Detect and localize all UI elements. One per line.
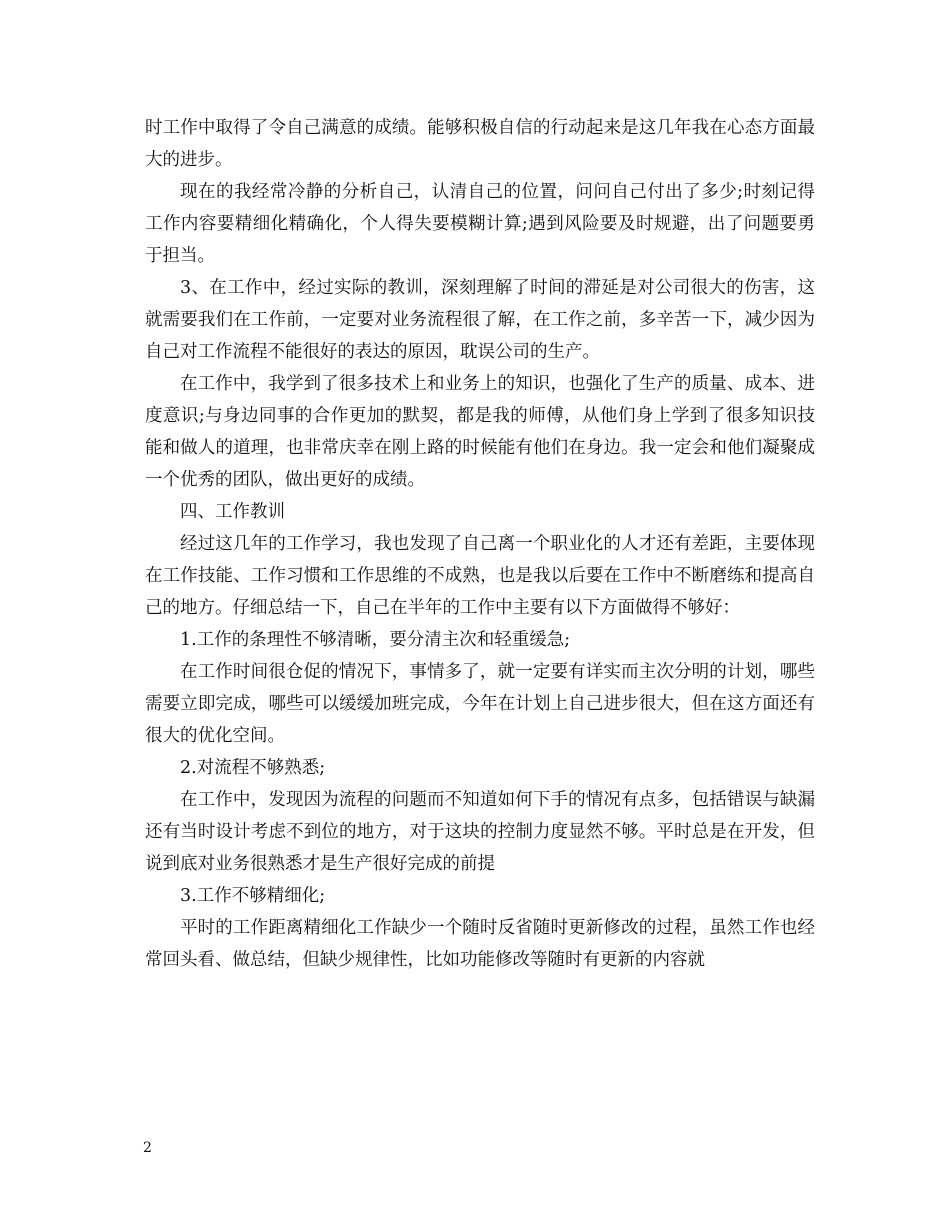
list-item-1: 1.工作的条理性不够清晰，要分清主次和轻重缓急;	[180, 630, 571, 650]
paragraph-8: 在工作时间很仓促的情况下，事情多了，就一定要有详实而主次分明的计划，哪些需要立即完成，哪些可以缓缓加班完成，今年在计划上自己进步很大，但在这方面还有很大的优化空间。	[145, 662, 815, 746]
paragraph-2: 现在的我经常冷静的分析自己，认清自己的位置，问问自己付出了多少;时刻记得工作内容要精细化精确化，个人得失要模糊计算;遇到风险要及时规避，出了问题要勇于担当。	[145, 182, 815, 266]
section-heading-work-lessons: 四、工作教训	[180, 502, 285, 522]
page-number: 2	[143, 1140, 152, 1156]
paragraph-4: 在工作中，我学到了很多技术上和业务上的知识，也强化了生产的质量、成本、进度意识;与身边同事的合作更加的默契，都是我的师傅，从他们身上学到了很多知识技能和做人的道理，也非常庆幸在刚上路的时候能有他们在身边。我一定会和他们凝聚成一个优秀的团队，做出更好的成绩。	[145, 374, 815, 490]
list-item-3: 3.工作不够精细化;	[180, 886, 326, 906]
paragraph-10: 在工作中，发现因为流程的问题而不知道如何下手的情况有点多，包括错误与缺漏还有当时设计考虑不到位的地方，对于这块的控制力度显然不够。平时总是在开发，但说到底对业务很熟悉才是生产很好完成的前提	[145, 790, 815, 874]
paragraph-6: 经过这几年的工作学习，我也发现了自己离一个职业化的人才还有差距，主要体现在工作技能、工作习惯和工作思维的不成熟，也是我以后要在工作中不断磨练和提高自己的地方。仔细总结一下，自己在半年的工作中主要有以下方面做得不够好：	[145, 534, 815, 618]
paragraph-3: 3、在工作中，经过实际的教训，深刻理解了时间的滞延是对公司很大的伤害，这就需要我们在工作前，一定要对业务流程很了解，在工作之前，多辛苦一下，减少因为自己对工作流程不能很好的表达的原因，耽误公司的生产。	[145, 278, 815, 362]
paragraph-1: 时工作中取得了令自己满意的成绩。能够积极自信的行动起来是这几年我在心态方面最大的进步。	[145, 118, 815, 170]
list-item-2: 2.对流程不够熟悉;	[180, 758, 326, 778]
paragraph-12: 平时的工作距离精细化工作缺少一个随时反省随时更新修改的过程，虽然工作也经常回头看、做总结，但缺少规律性，比如功能修改等随时有更新的内容就	[145, 918, 815, 970]
document-body	[145, 112, 815, 976]
